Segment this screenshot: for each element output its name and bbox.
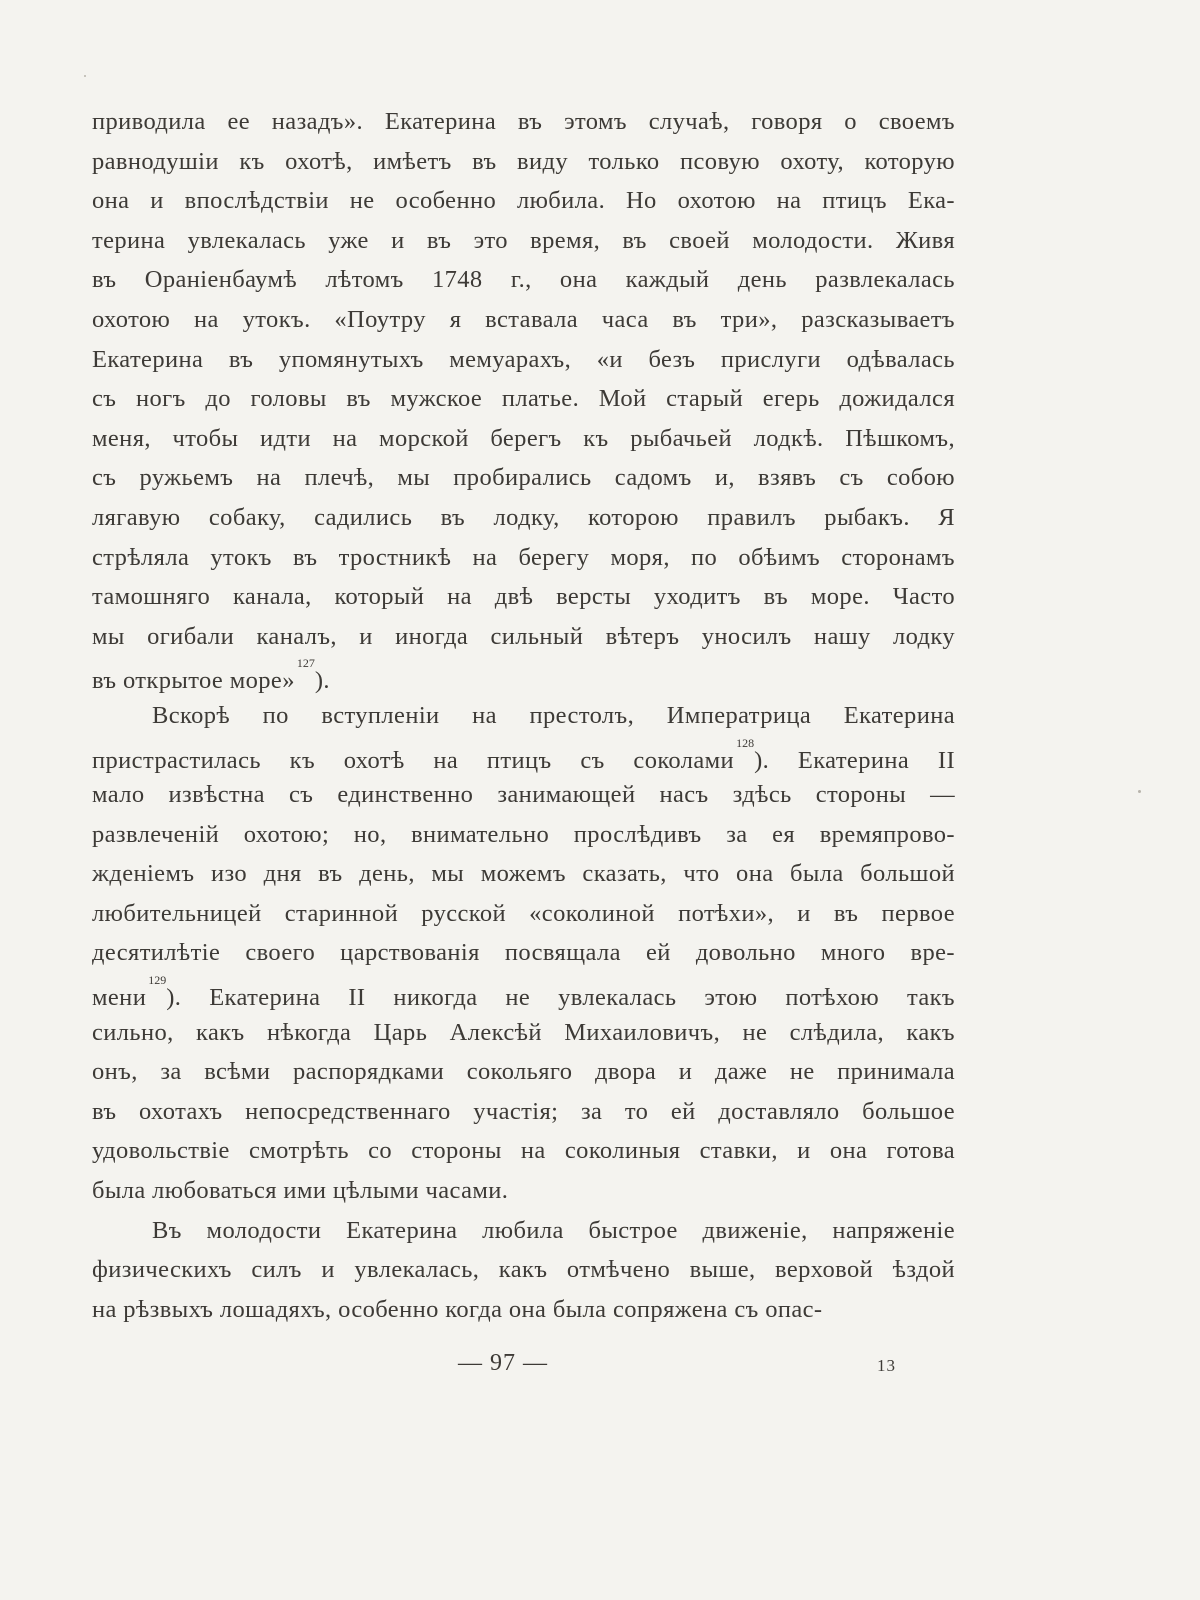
paper-speck bbox=[84, 75, 86, 77]
line-text-continued: ). Екатерина II bbox=[754, 746, 955, 774]
text-line bbox=[92, 933, 955, 973]
text-line bbox=[92, 656, 955, 696]
text-line bbox=[92, 260, 955, 300]
line-text: онъ, за всѣми распорядками сокольяго двора и даже не принимала bbox=[92, 1058, 955, 1086]
paragraph bbox=[92, 102, 955, 696]
line-text: десятилѣтіе своего царствованія посвящала ей довольно много вре- bbox=[92, 939, 955, 967]
line-text: въ открытое море» bbox=[92, 667, 295, 695]
text-line bbox=[92, 736, 955, 776]
line-text-continued: ). bbox=[314, 667, 330, 695]
line-text: съ ногъ до головы въ мужское платье. Мой старый егерь дожидался bbox=[92, 385, 955, 413]
text-line bbox=[92, 1290, 955, 1330]
line-text: въ охотахъ непосредственнаго участія; за то ей доставляло большое bbox=[92, 1097, 955, 1125]
line-text: мало извѣстна съ единственно занимающей насъ здѣсь стороны — bbox=[92, 781, 955, 809]
line-text: терина увлекалась уже и въ это время, въ своей молодости. Живя bbox=[92, 226, 955, 254]
line-text: охотою на утокъ. «Поутру я вставала часа въ три», разсказываетъ bbox=[92, 305, 955, 333]
line-text: любительницей старинной русской «соколиной потѣхи», и въ первое bbox=[92, 899, 955, 927]
line-text: физическихъ силъ и увлекалась, какъ отмѣчено выше, верховой ѣздой bbox=[92, 1256, 955, 1284]
text-line bbox=[92, 1131, 955, 1171]
text-line bbox=[92, 379, 955, 419]
line-text: Вскорѣ по вступленіи на престолъ, Императрица Екатерина bbox=[152, 701, 955, 729]
text-line bbox=[92, 1092, 955, 1132]
line-text: была любоваться ими цѣлыми часами. bbox=[92, 1177, 509, 1205]
text-line bbox=[92, 577, 955, 617]
line-text: мени bbox=[92, 984, 147, 1012]
line-text: меня, чтобы идти на морской берегъ къ рыбачьей лодкѣ. Пѣшкомъ, bbox=[92, 424, 955, 452]
text-line bbox=[92, 775, 955, 815]
line-text: тамошняго канала, который на двѣ версты уходитъ въ море. Часто bbox=[92, 583, 955, 611]
line-text: съ ружьемъ на плечѣ, мы пробирались садомъ и, взявъ съ собою bbox=[92, 464, 955, 492]
text-line bbox=[92, 696, 955, 736]
text-line bbox=[92, 1013, 955, 1053]
text-line bbox=[92, 617, 955, 657]
page-body bbox=[92, 102, 955, 1329]
line-text: удовольствіе смотрѣть со стороны на соколиныя ставки, и она готова bbox=[92, 1137, 955, 1165]
paragraph bbox=[92, 1211, 955, 1330]
text-line bbox=[92, 1250, 955, 1290]
line-text: сильно, какъ нѣкогда Царь Алексѣй Михаиловичъ, не слѣдила, какъ bbox=[92, 1018, 955, 1046]
footnote-ref[interactable]: 127 bbox=[296, 656, 315, 671]
line-text: Въ молодости Екатерина любила быстрое движеніе, напряженіе bbox=[152, 1216, 955, 1244]
text-line bbox=[92, 538, 955, 578]
line-text: пристрастилась къ охотѣ на птицъ съ соколами bbox=[92, 746, 735, 774]
text-line bbox=[92, 1052, 955, 1092]
text-line bbox=[92, 300, 955, 340]
line-text: стрѣляла утокъ въ тростникѣ на берегу моря, по обѣимъ сторонамъ bbox=[92, 543, 955, 571]
signature-mark: 13 bbox=[877, 1356, 896, 1375]
text-line bbox=[92, 419, 955, 459]
footnote-ref[interactable]: 128 bbox=[736, 735, 755, 750]
line-text: равнодушіи къ охотѣ, имѣетъ въ виду только псовую охоту, которую bbox=[92, 147, 955, 175]
page-footer bbox=[0, 1350, 1200, 1390]
text-line bbox=[92, 1171, 955, 1211]
text-line bbox=[92, 815, 955, 855]
footnote-ref[interactable]: 129 bbox=[148, 973, 167, 988]
line-text: мы огибали каналъ, и иногда сильный вѣтеръ уносилъ нашу лодку bbox=[92, 622, 955, 650]
line-text: на рѣзвыхъ лошадяхъ, особенно когда она была сопряжена съ опас- bbox=[92, 1295, 823, 1323]
text-line bbox=[92, 854, 955, 894]
text-line bbox=[92, 102, 955, 142]
line-text-continued: ). Екатерина II никогда не увлекалась этою потѣхою такъ bbox=[166, 984, 955, 1012]
line-text: Екатерина въ упомянутыхъ мемуарахъ, «и безъ прислуги одѣвалась bbox=[92, 345, 955, 373]
text-line bbox=[92, 221, 955, 261]
text-line bbox=[92, 340, 955, 380]
line-text: приводила ее назадъ». Екатерина въ этомъ случаѣ, говоря о своемъ bbox=[92, 108, 955, 135]
line-text: она и впослѣдствіи не особенно любила. Но охотою на птицъ Ека- bbox=[92, 187, 955, 215]
paragraph bbox=[92, 696, 955, 1211]
line-text: развлеченій охотою; но, внимательно прослѣдивъ за ея времяпрово- bbox=[92, 820, 955, 848]
text-line bbox=[92, 142, 955, 182]
text-line bbox=[92, 458, 955, 498]
line-text: жденіемъ изо дня въ день, мы можемъ сказать, что она была большой bbox=[92, 860, 955, 888]
text-line bbox=[92, 498, 955, 538]
text-line bbox=[92, 894, 955, 934]
text-line bbox=[92, 973, 955, 1013]
paper-speck bbox=[1138, 790, 1141, 793]
line-text: лягавую собаку, садились въ лодку, которою правилъ рыбакъ. Я bbox=[92, 503, 955, 531]
line-text: въ Ораніенбаумѣ лѣтомъ 1748 г., она каждый день развлекалась bbox=[92, 266, 955, 294]
text-line bbox=[92, 1211, 955, 1251]
page-number: — 97 — bbox=[458, 1350, 548, 1376]
text-line bbox=[92, 181, 955, 221]
